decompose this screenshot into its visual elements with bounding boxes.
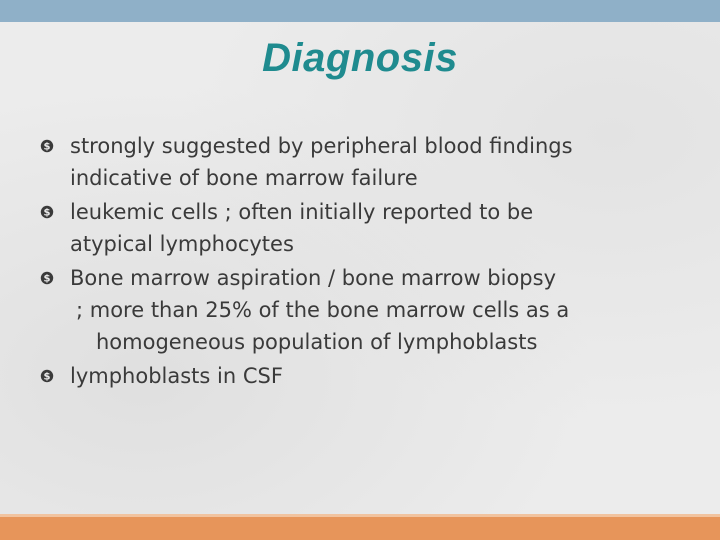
dollar-sign-icon xyxy=(40,271,54,285)
slide-title: Diagnosis xyxy=(262,36,458,80)
bullet-text-line: indicative of bone marrow failure xyxy=(70,166,418,190)
dollar-sign-icon xyxy=(40,205,54,219)
bottom-accent-bar xyxy=(0,517,720,540)
bullet-item xyxy=(40,196,680,260)
bullet-list xyxy=(40,130,680,394)
bullet-text-line: Bone marrow aspiration / bone marrow biopsy xyxy=(70,266,557,290)
bullet-item xyxy=(40,262,680,358)
bullet-text-line: homogeneous population of lymphoblasts xyxy=(96,330,538,354)
bullet-text-line: ; more than 25% of the bone marrow cells as a xyxy=(76,298,570,322)
bullet-text-line: leukemic cells ; often initially reported to be xyxy=(70,200,534,224)
dollar-sign-icon xyxy=(40,369,54,383)
svg-text:$: $ xyxy=(43,371,51,383)
svg-text:$: $ xyxy=(43,273,51,285)
svg-text:$: $ xyxy=(43,207,51,219)
bullet-text-line: atypical lymphocytes xyxy=(70,232,294,256)
bullet-text-line: lymphoblasts in CSF xyxy=(70,364,283,388)
dollar-sign-icon xyxy=(40,139,54,153)
bullet-item xyxy=(40,360,680,392)
bullet-text-line: strongly suggested by peripheral blood findings xyxy=(70,134,573,158)
bullet-item xyxy=(40,130,680,194)
svg-text:$: $ xyxy=(43,141,51,153)
top-accent-bar xyxy=(0,0,720,22)
